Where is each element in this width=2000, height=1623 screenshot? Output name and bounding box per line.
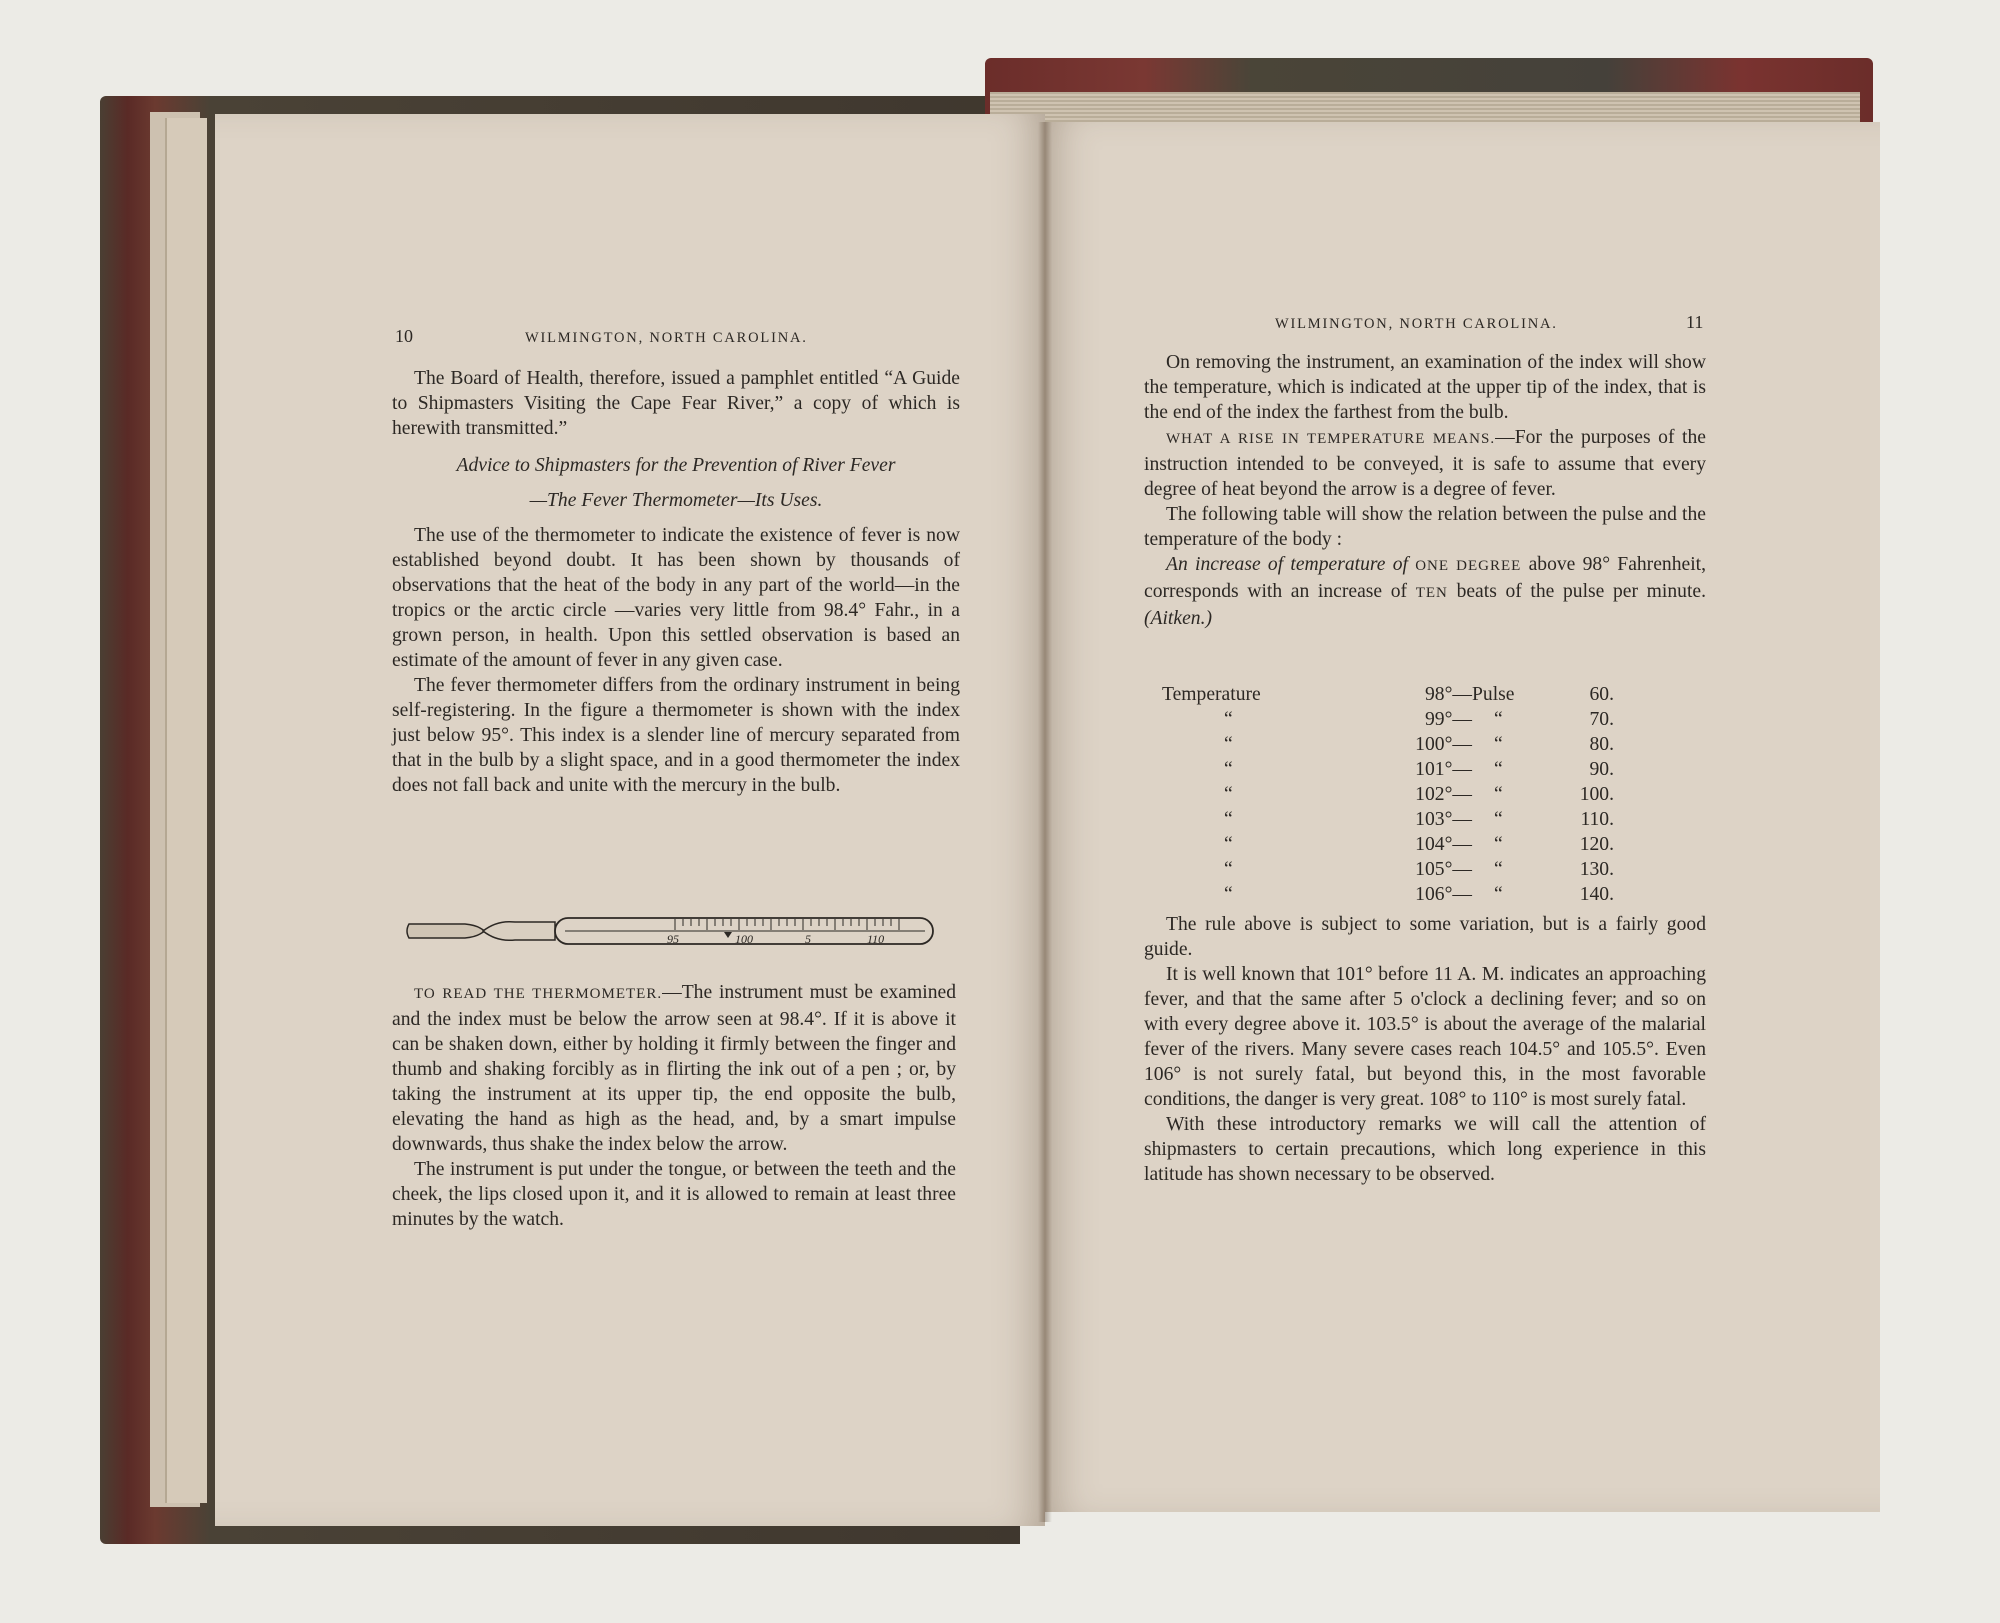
table-cell-label: “ — [1224, 734, 1233, 755]
table-cell-label: Temperature — [1162, 684, 1261, 705]
left-para-2: The fever thermometer differs from the ordinary instrument in being self-registering. In the figure a thermometer is shown with the index just below 95°. This index is a slender line of mercury separated from that in the bulb by a slight space, and in a good thermometer the index does not fall back and unite with the mercury in the bulb. — [392, 675, 960, 796]
left-section-title-1: Advice to Shipmasters for the Prevention of River Fever — [456, 455, 896, 476]
table-row — [1162, 857, 1614, 882]
right-text-lower — [1144, 912, 1706, 1187]
table-cell-temp: 100°— — [1415, 734, 1472, 755]
table-cell-pulse: 110. — [1580, 809, 1614, 830]
page-edges-left-inner — [165, 118, 207, 1503]
table-cell-temp: 103°— — [1415, 809, 1472, 830]
left-intro: The Board of Health, therefore, issued a pamphlet entitled “A Guide to Shipmasters Visiting the Cape Fear River,” a copy of which is herewith transmitted.” — [392, 368, 960, 439]
right-para-7: With these introductory remarks we will call the attention of shipmasters to certain precautions, which long experience in this latitude has shown necessary to be observed. — [1144, 1114, 1706, 1185]
table-cell-label: “ — [1224, 784, 1233, 805]
right-text-upper — [1144, 350, 1706, 631]
table-cell-pulse-label: “ — [1494, 809, 1503, 830]
table-cell-pulse: 130. — [1579, 859, 1614, 880]
table-cell-pulse: 100. — [1579, 784, 1614, 805]
table-cell-temp: 104°— — [1415, 834, 1472, 855]
right-para-4-end: beats of the pulse per minute. — [1456, 581, 1706, 602]
table-cell-pulse-label: “ — [1494, 734, 1503, 755]
table-cell-temp: 102°— — [1415, 784, 1472, 805]
thermo-label-5: 5 — [805, 932, 811, 946]
left-running-head: WILMINGTON, NORTH CAROLINA. — [525, 330, 808, 346]
right-para-4-italic: An increase of temperature of — [1166, 554, 1408, 575]
right-para-4-ten: TEN — [1415, 585, 1448, 601]
table-cell-label: “ — [1224, 834, 1233, 855]
table-cell-pulse: 90. — [1589, 759, 1614, 780]
table-cell-label: “ — [1224, 859, 1233, 880]
left-para-3 — [392, 980, 956, 1157]
right-para-1: On removing the instrument, an examination of the index will show the temperature, which is indicated at the upper tip of the index, that is the end of the index the farthest from the bulb. — [1144, 352, 1706, 423]
table-cell-pulse: 120. — [1579, 834, 1614, 855]
table-cell-label: “ — [1224, 759, 1233, 780]
thermo-label-95: 95 — [667, 932, 679, 946]
page-edges-right — [990, 92, 1860, 122]
table-cell-pulse-label: “ — [1494, 884, 1503, 905]
table-row — [1162, 757, 1614, 782]
right-para-4-citation: (Aitken.) — [1144, 608, 1212, 629]
left-page — [215, 114, 1045, 1526]
gutter-shadow — [1038, 122, 1052, 1522]
table-row — [1162, 782, 1614, 807]
read-thermometer-heading: TO READ THE THERMOMETER. — [414, 986, 663, 1002]
table-cell-label: “ — [1224, 884, 1233, 905]
table-cell-label: “ — [1224, 709, 1233, 730]
pulse-temperature-table — [1162, 682, 1614, 907]
right-para-5: The rule above is subject to some variation, but is a fairly good guide. — [1144, 914, 1706, 960]
table-cell-pulse-label: “ — [1494, 709, 1503, 730]
table-cell-label: “ — [1224, 809, 1233, 830]
table-cell-temp: 101°— — [1415, 759, 1472, 780]
left-text-upper — [392, 366, 960, 798]
right-para-4-one-degree: ONE DEGREE — [1415, 558, 1522, 574]
left-folio: 10 — [395, 326, 413, 346]
table-cell-pulse-label: “ — [1494, 784, 1503, 805]
table-cell-pulse: 80. — [1589, 734, 1614, 755]
right-para-3: The following table will show the relation between the pulse and the temperature of the body : — [1144, 504, 1706, 550]
right-para-2 — [1144, 425, 1706, 502]
table-cell-pulse-label: “ — [1494, 834, 1503, 855]
table-cell-temp: 106°— — [1415, 884, 1472, 905]
table-cell-pulse: 70. — [1589, 709, 1614, 730]
table-row — [1162, 732, 1614, 757]
left-text-lower — [392, 980, 956, 1232]
table-cell-temp: 99°— — [1424, 709, 1472, 730]
right-folio: 11 — [1686, 312, 1704, 332]
table-cell-pulse-label: Pulse — [1472, 684, 1515, 705]
right-para-6: It is well known that 101° before 11 A. M. indicates an approaching fever, and that the same after 5 o'clock a declining fever; and so on with every degree above it. 103.5° is about the average of the malarial fever of the rivers. Many severe cases reach 104.5° and 105.5°. Even 106° is not surely fatal, but beyond this, in the most favorable conditions, the danger is very great. 108° to 110° is most surely fatal. — [1144, 964, 1706, 1110]
thermometer-figure — [405, 910, 945, 952]
table-cell-pulse-label: “ — [1494, 859, 1503, 880]
right-para-4 — [1144, 552, 1706, 631]
table-row — [1162, 882, 1614, 907]
left-section-title-2: —The Fever Thermometer—Its Uses. — [529, 490, 823, 511]
right-para-4-mid: above 98° Fahrenheit, corresponds with an increase of — [1144, 554, 1706, 602]
table-row — [1162, 707, 1614, 732]
thermo-label-110: 110 — [867, 932, 885, 946]
right-running-head: WILMINGTON, NORTH CAROLINA. — [1275, 316, 1558, 332]
table-row — [1162, 807, 1614, 832]
table-row — [1162, 682, 1614, 707]
left-para-4: The instrument is put under the tongue, or between the teeth and the cheek, the lips closed upon it, and it is allowed to remain at least three minutes by the watch. — [392, 1159, 956, 1230]
table-cell-pulse: 60. — [1589, 684, 1614, 705]
table-cell-pulse-label: “ — [1494, 759, 1503, 780]
table-cell-temp: 105°— — [1415, 859, 1472, 880]
table-cell-pulse: 140. — [1579, 884, 1614, 905]
table-cell-temp: 98°— — [1424, 684, 1472, 705]
table-row — [1162, 832, 1614, 857]
left-para-3-body: —The instrument must be examined and the index must be below the arrow seen at 98.4°. If it is above it can be shaken down, either by holding it firmly between the finger and thumb and shaking forcibly as in flirting the ink out of a pen ; or, by taking the instrument at its upper tip, the end opposite the bulb, elevating the hand as high as the head, and, by a smart impulse downwards, thus shake the index below the arrow. — [392, 982, 956, 1155]
right-para-2-body: —For the purposes of the instruction intended to be conveyed, it is safe to assume that every degree of heat beyond the arrow is a degree of fever. — [1144, 427, 1706, 500]
thermo-label-100: 100 — [735, 932, 753, 946]
left-para-1: The use of the thermometer to indicate the existence of fever is now established beyond doubt. It has been shown by thousands of observations that the heat of the body in any part of the world—in the tropics or the arctic circle —varies very little from 98.4° Fahr., in a grown person, in health. Upon this settled observation is based an estimate of the amount of fever in any given case. — [392, 525, 960, 671]
rise-temperature-heading: WHAT A RISE IN TEMPERATURE MEANS. — [1166, 431, 1496, 447]
